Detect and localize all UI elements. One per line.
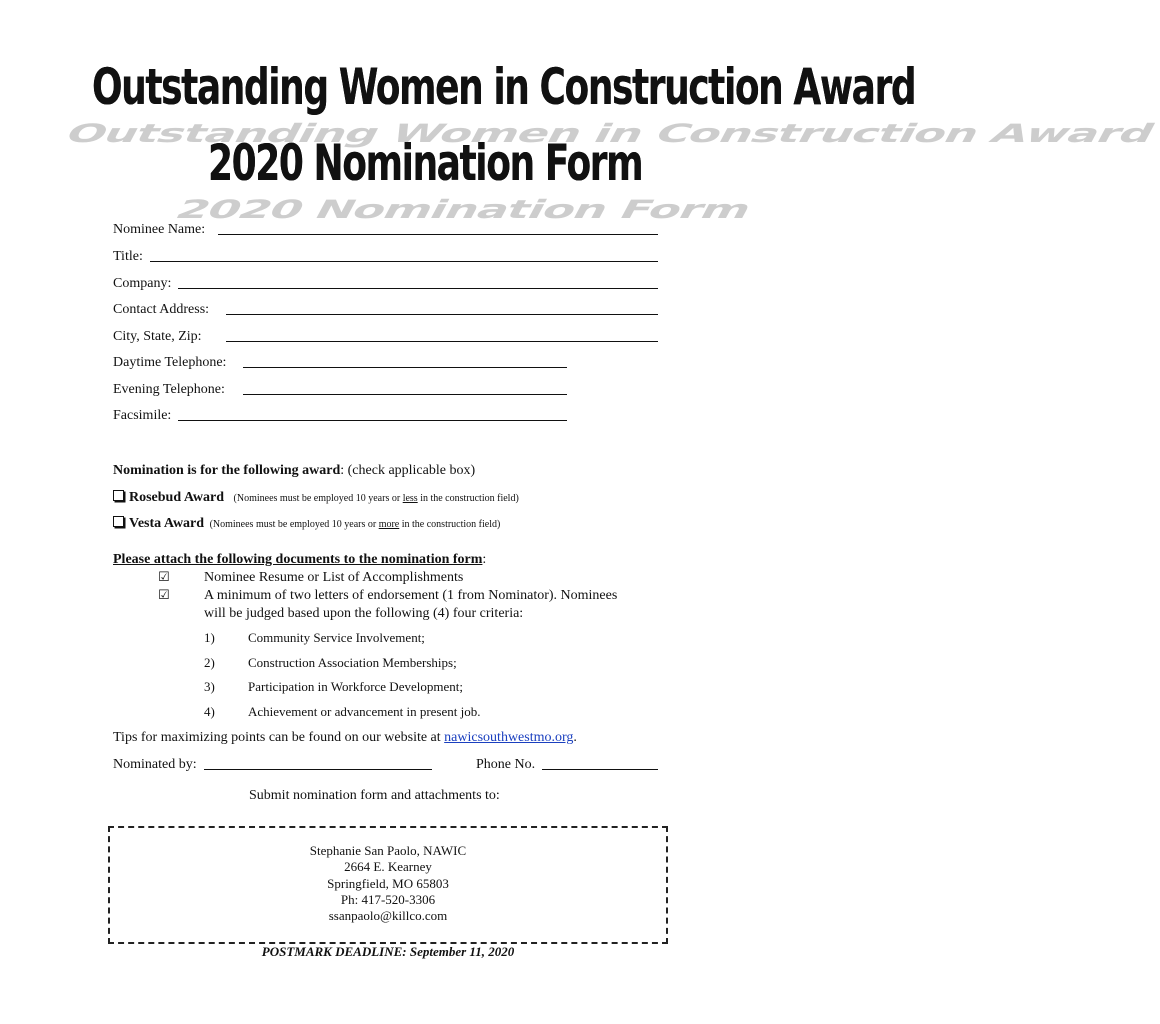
address-name: Stephanie San Paolo, NAWIC [309, 843, 467, 858]
rosebud-award-name: Rosebud Award [129, 490, 225, 505]
title-line1: Outstanding Women in Construction Award [92, 58, 916, 116]
address-city: Springfield, MO 65803 [327, 876, 449, 891]
tips-text: Tips for maximizing points can be found on our website at nawicsouthwestmo.org. [113, 730, 577, 745]
postmark-deadline: POSTMARK DEADLINE: September 11, 2020 [261, 944, 515, 959]
phone-no-label: Phone No. [476, 757, 536, 772]
rosebud-option[interactable] [113, 490, 519, 507]
daytime-telephone-field[interactable] [243, 367, 567, 368]
vesta-award-name: Vesta Award [129, 516, 205, 531]
vesta-checkbox[interactable] [113, 516, 124, 527]
contact-address-field[interactable] [226, 314, 658, 315]
award-heading-bold: Nomination is for the following award [113, 463, 341, 478]
phone-no-field[interactable] [542, 769, 658, 770]
evening-telephone-field[interactable] [243, 394, 567, 395]
contact-address-label: Contact Address: [113, 302, 210, 317]
title-label: Title: [113, 249, 143, 264]
rosebud-checkbox[interactable] [113, 490, 124, 501]
award-heading [113, 463, 475, 479]
submit-instructions: Submit nomination form and attachments to: [249, 788, 500, 803]
title-shadow-line1: Outstanding Women in Construction Award [60, 118, 1160, 148]
vesta-option[interactable] [113, 516, 500, 533]
facsimile-field[interactable] [178, 420, 567, 421]
nominee-name-field[interactable] [218, 234, 658, 235]
city-state-zip-label: City, State, Zip: [113, 329, 202, 344]
criterion-text: Achievement or advancement in present job. [248, 704, 481, 719]
daytime-telephone-label: Daytime Telephone: [113, 355, 227, 370]
nominated-by-field[interactable] [204, 769, 432, 770]
rosebud-note: (Nominees must be employed 10 years or less in the construction field) [233, 493, 519, 504]
award-heading-rest: : (check applicable box) [340, 463, 476, 478]
criterion-text: Participation in Workforce Development; [248, 679, 463, 694]
criterion-number: 4) [204, 704, 215, 719]
evening-telephone-label: Evening Telephone: [113, 382, 225, 397]
city-state-zip-field[interactable] [226, 341, 658, 342]
title-line2: 2020 Nomination Form [208, 134, 643, 192]
website-link[interactable]: nawicsouthwestmo.org [444, 730, 574, 745]
criterion-number: 1) [204, 630, 215, 645]
title-field[interactable] [150, 261, 658, 262]
nominee-name-label: Nominee Name: [113, 222, 206, 237]
address-street: 2664 E. Kearney [344, 859, 432, 874]
nominated-by-label: Nominated by: [113, 757, 197, 772]
criterion-text: Community Service Involvement; [248, 630, 425, 645]
form-title [60, 52, 1160, 224]
address-phone: Ph: 417-520-3306 [340, 892, 436, 907]
criterion-number: 3) [204, 679, 215, 694]
vesta-note: (Nominees must be employed 10 years or more in the construction field) [209, 519, 501, 530]
documents-heading: Please attach the following documents to the nomination form: [113, 552, 487, 567]
criterion-number: 2) [204, 655, 215, 670]
document-item-letters-cont: will be judged based upon the following (4) four criteria: [204, 606, 524, 621]
document-item-letters: A minimum of two letters of endorsement (1 from Nominator). Nominees [204, 588, 618, 603]
facsimile-label: Facsimile: [113, 408, 172, 423]
document-item-resume: Nominee Resume or List of Accomplishments [204, 570, 464, 585]
criterion-text: Construction Association Memberships; [248, 655, 457, 670]
company-field[interactable] [178, 288, 658, 289]
address-email: ssanpaolo@killco.com [328, 908, 448, 923]
title-shadow-line2: 2020 Nomination Form [170, 194, 758, 224]
checked-box-icon: ☑ [158, 570, 170, 585]
company-label: Company: [113, 276, 172, 291]
checked-box-icon: ☑ [158, 588, 170, 603]
